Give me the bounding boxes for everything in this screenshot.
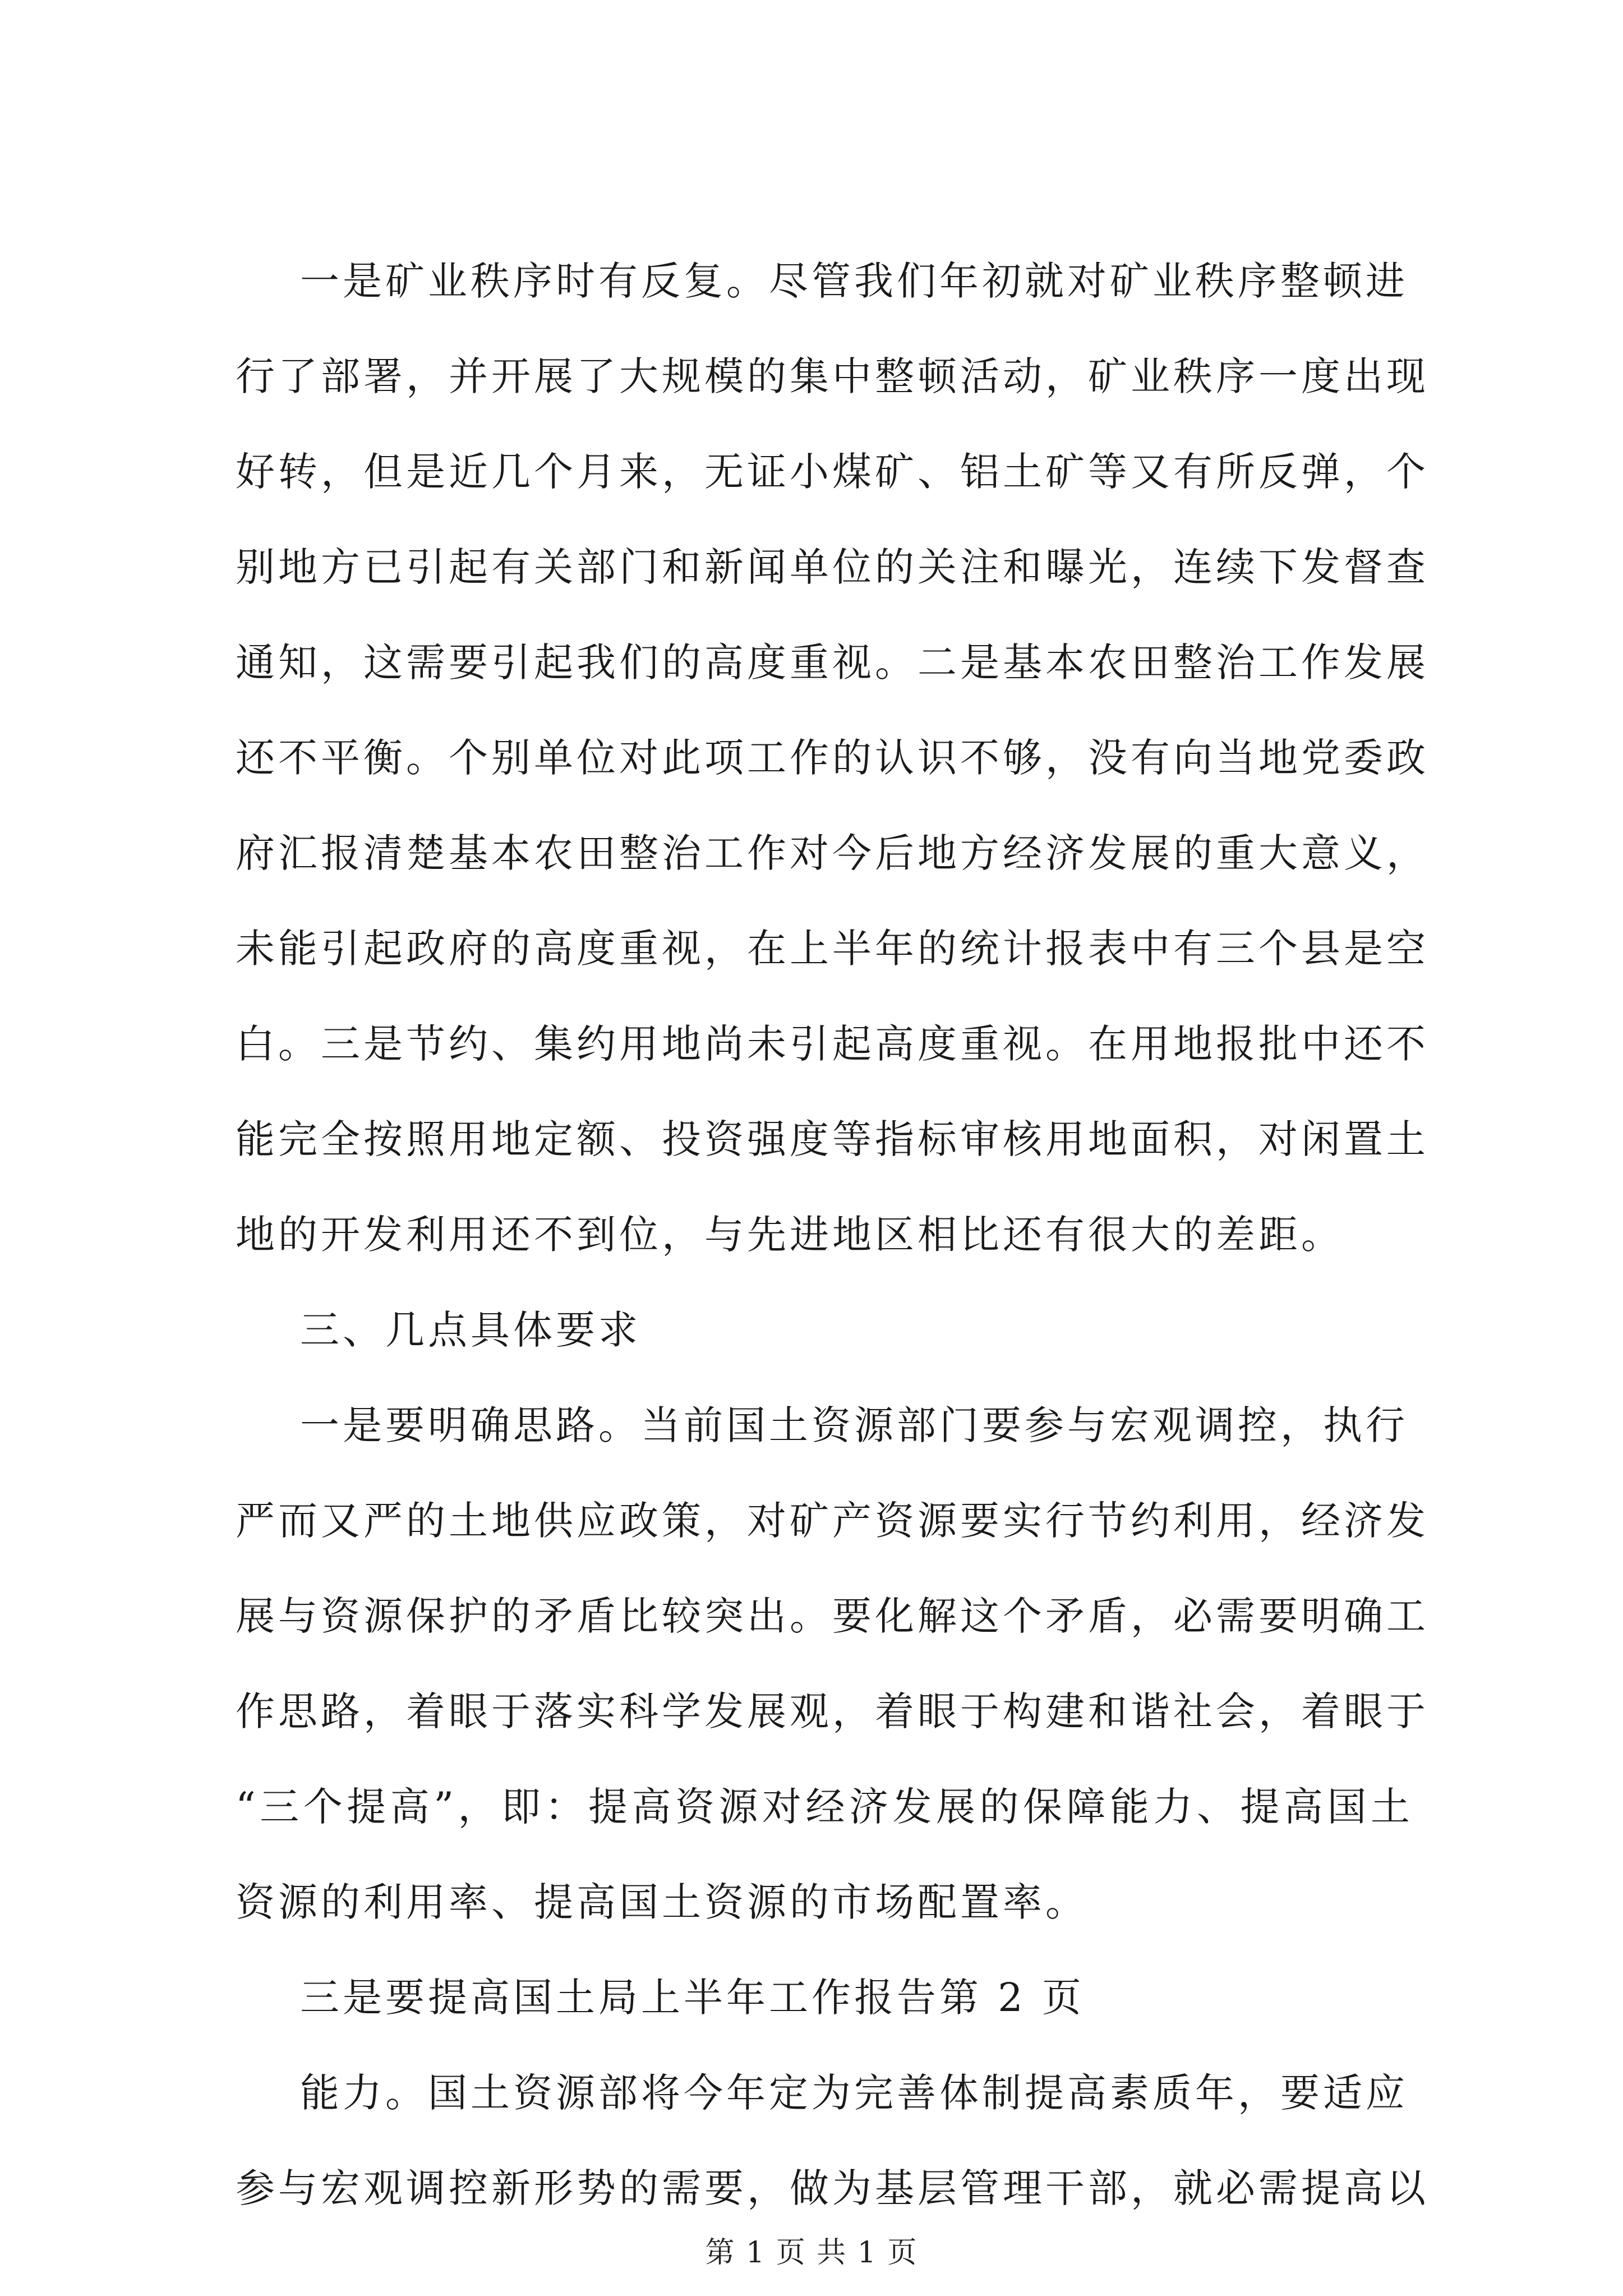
- text-line: 府汇报清楚基本农田整治工作对今后地方经济发展的重大意义，: [236, 830, 1429, 876]
- text-line: 能完全按照用地定额、投资强度等指标审核用地面积，对闲置土: [236, 1116, 1429, 1162]
- section-heading: 三、几点具体要求: [300, 1307, 641, 1353]
- text-line: “三个提高”，即：提高资源对经济发展的保障能力、提高国土: [236, 1784, 1413, 1830]
- text-line: 一是矿业秩序时有反复。尽管我们年初就对矿业秩序整顿进: [300, 258, 1408, 304]
- text-line: 作思路，着眼于落实科学发展观，着眼于构建和谐社会，着眼于: [236, 1688, 1429, 1734]
- text-line: 地的开发利用还不到位，与先进地区相比还有很大的差距。: [236, 1212, 1344, 1258]
- page-footer: 第 1 页 共 1 页: [705, 2236, 918, 2270]
- text-line: 展与资源保护的矛盾比较突出。要化解这个矛盾，必需要明确工: [236, 1593, 1429, 1639]
- text-line: 通知，这需要引起我们的高度重视。二是基本农田整治工作发展: [236, 639, 1429, 685]
- text-line: 好转，但是近几个月来，无证小煤矿、铝土矿等又有所反弹，个: [236, 449, 1429, 495]
- text-line: 白。三是节约、集约用地尚未引起高度重视。在用地报批中还不: [236, 1021, 1429, 1067]
- text-line: 行了部署，并开展了大规模的集中整顿活动，矿业秩序一度出现: [236, 353, 1429, 399]
- text-line: 未能引起政府的高度重视，在上半年的统计报表中有三个县是空: [236, 926, 1429, 972]
- text-line: 一是要明确思路。当前国土资源部门要参与宏观调控，执行: [300, 1402, 1408, 1448]
- text-line: 参与宏观调控新形势的需要，做为基层管理干部，就必需提高以: [236, 2165, 1429, 2211]
- text-line: 别地方已引起有关部门和新闻单位的关注和曝光，连续下发督查: [236, 544, 1429, 590]
- text-line: 三是要提高国土局上半年工作报告第 2 页: [300, 1975, 1085, 2021]
- text-line: 还不平衡。个别单位对此项工作的认识不够，没有向当地党委政: [236, 735, 1429, 781]
- text-line: 严而又严的土地供应政策，对矿产资源要实行节约利用，经济发: [236, 1498, 1429, 1544]
- text-line: 资源的利用率、提高国土资源的市场配置率。: [236, 1879, 1088, 1925]
- text-line: 能力。国土资源部将今年定为完善体制提高素质年，要适应: [300, 2070, 1408, 2116]
